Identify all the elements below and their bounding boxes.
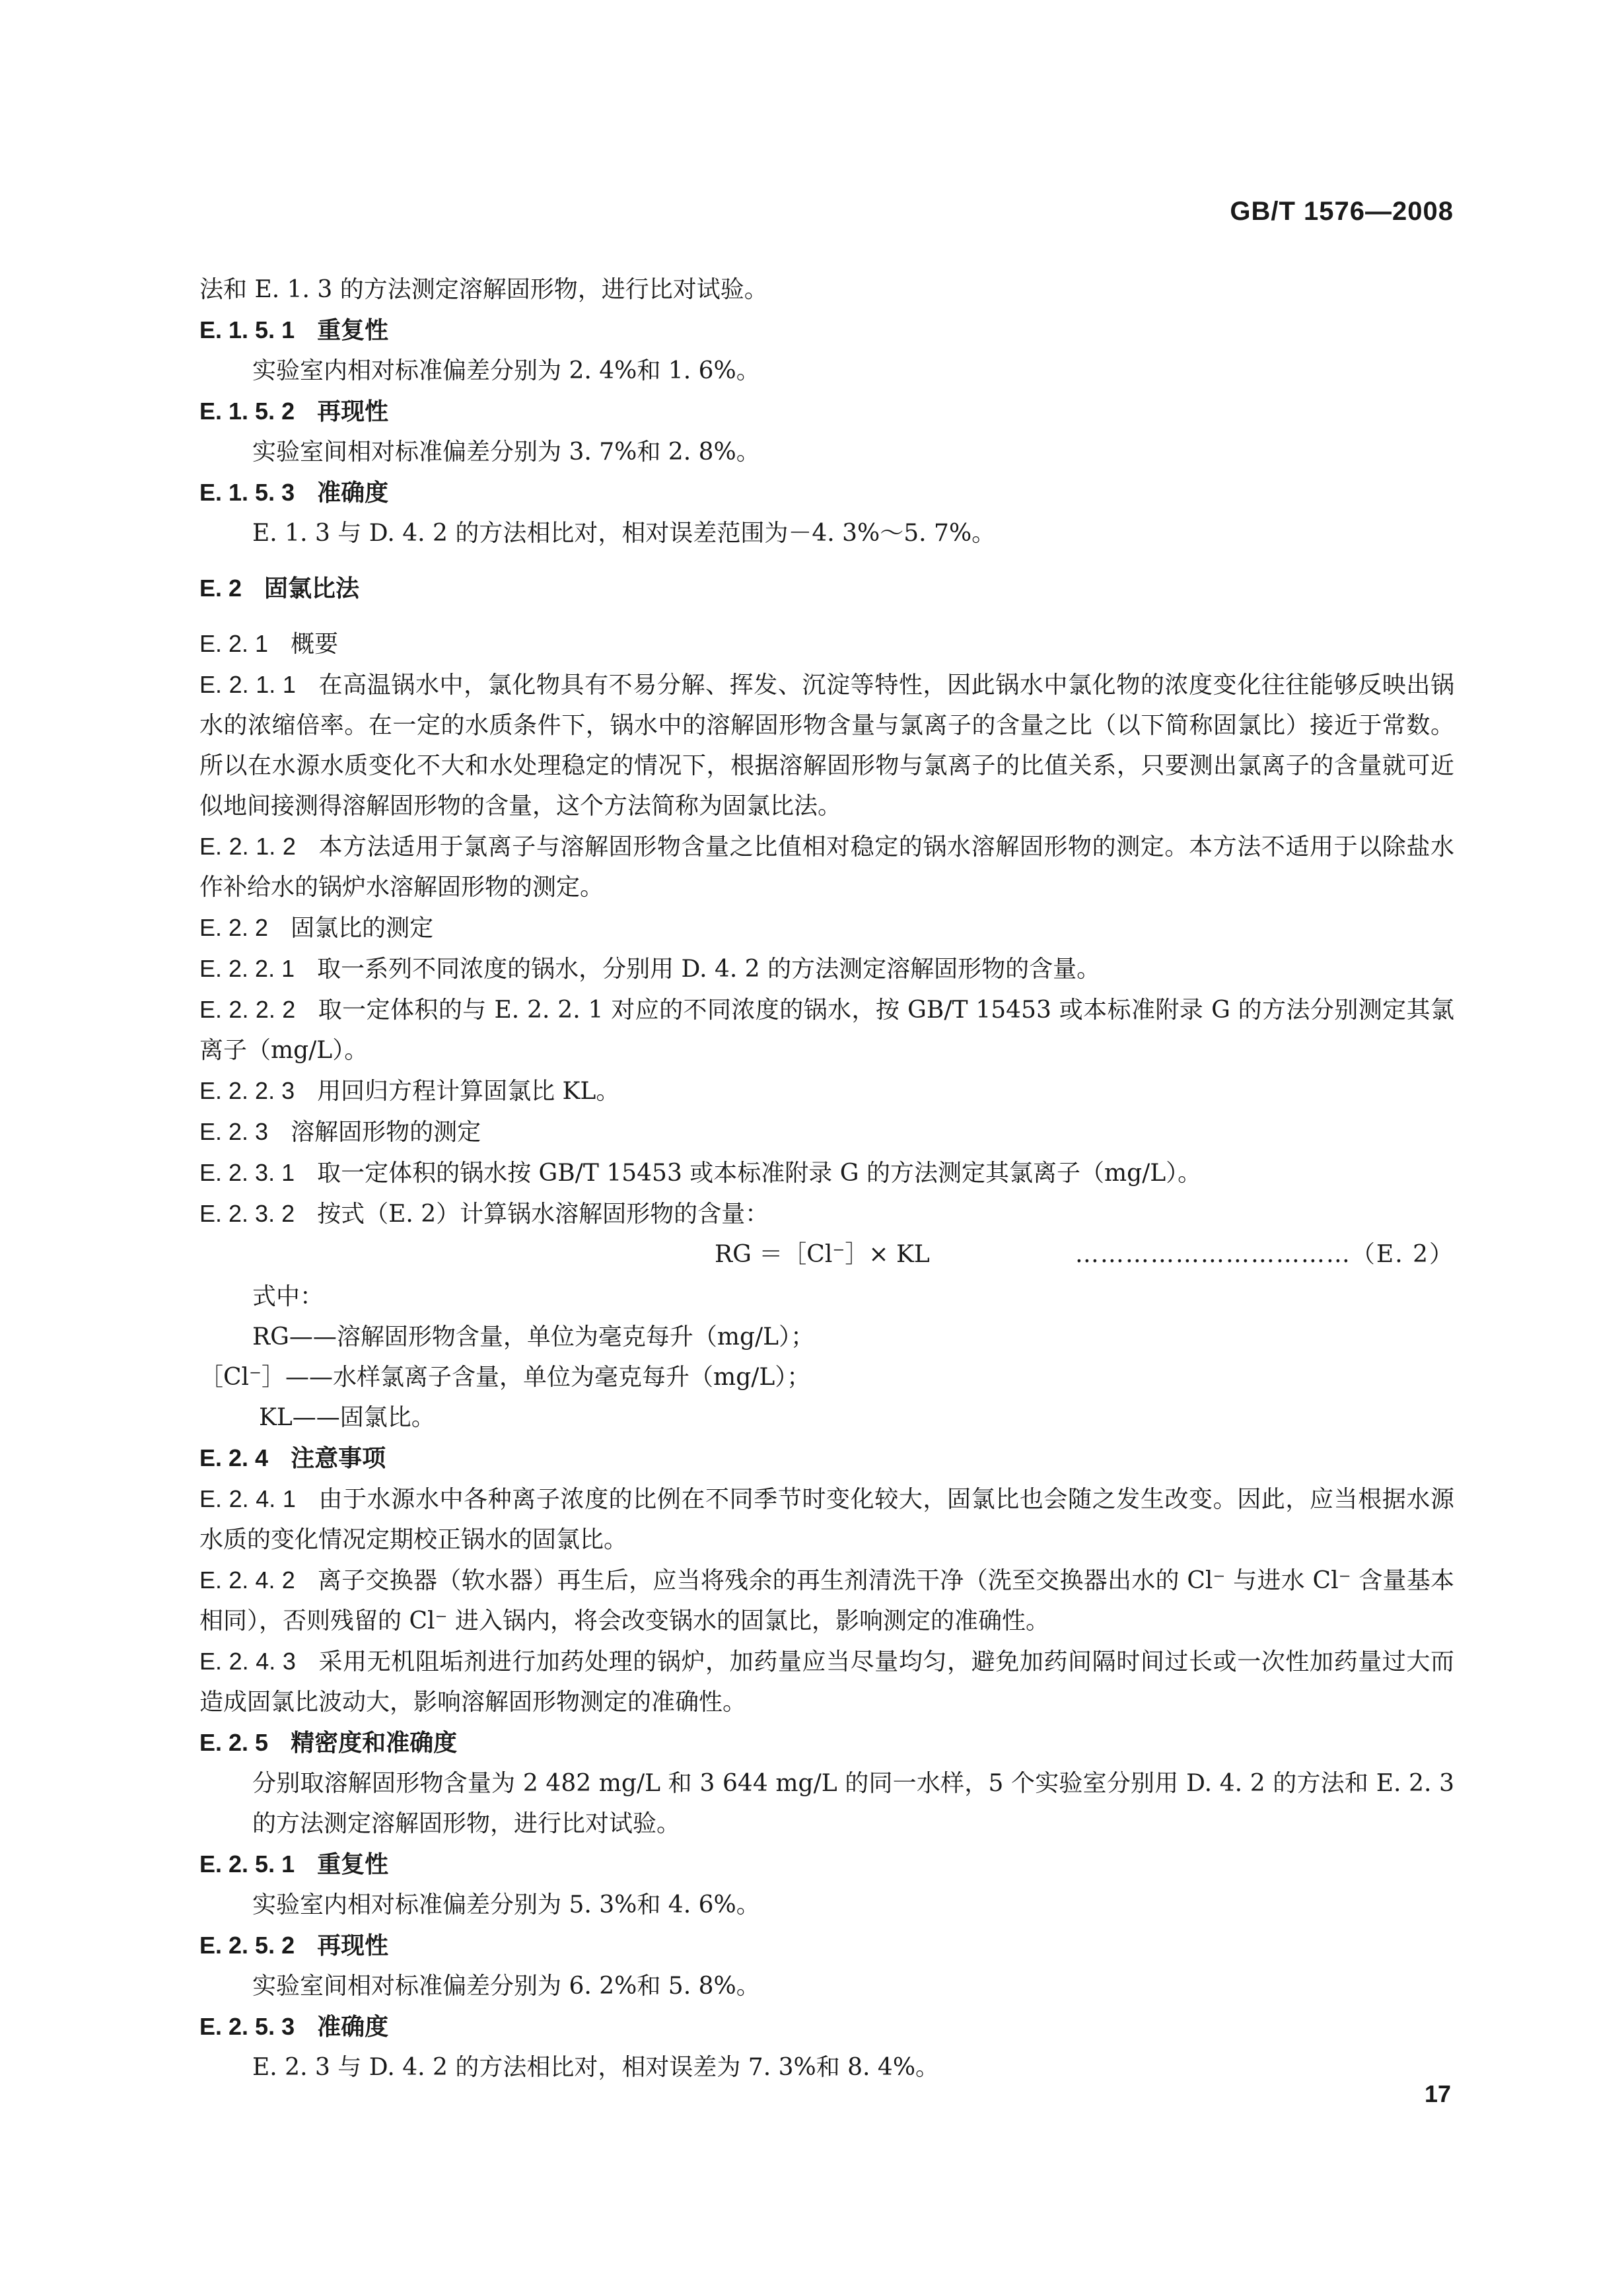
clause-number: E. 2. 2. 2 bbox=[199, 996, 296, 1023]
spacer bbox=[199, 609, 1454, 623]
clause-number: E. 2. 3 bbox=[199, 1118, 269, 1145]
paragraph-text: 法和 E. 1. 3 的方法测定溶解固形物，进行比对试验。 bbox=[199, 276, 768, 303]
indented-text: 式中： bbox=[252, 1283, 324, 1310]
clause-text: 取一定体积的与 E. 2. 2. 1 对应的不同浓度的锅水，按 GB/T 15453 或本标准附录 G 的方法分别测定其氯离子（mg/L）。 bbox=[199, 997, 1455, 1064]
clause-title: 重复性 bbox=[317, 316, 389, 344]
clause-title: 重复性 bbox=[317, 1850, 389, 1878]
spacer bbox=[199, 553, 1454, 568]
clause-number: E. 2. 3. 1 bbox=[199, 1159, 295, 1186]
symbol-definition: ［Cl⁻］——水样氯离子含量，单位为毫克每升（mg/L）； bbox=[199, 1364, 811, 1391]
indented-text: E. 1. 3 与 D. 4. 2 的方法相比对，相对误差范围为－4. 3%～5. 7%。 bbox=[252, 520, 996, 547]
clause-paragraph bbox=[199, 1193, 1454, 1234]
standard-code: GB/T 1576—2008 bbox=[1230, 197, 1454, 226]
clause-number: E. 2. 1. 1 bbox=[199, 671, 296, 698]
clause-number: E. 2. 2 bbox=[199, 914, 269, 941]
clause-heading bbox=[199, 1844, 1454, 1885]
clause-title: 再现性 bbox=[317, 1932, 389, 1959]
clause-paragraph bbox=[199, 1479, 1454, 1560]
clause-heading bbox=[199, 2006, 1454, 2047]
clause-title: 精密度和准确度 bbox=[291, 1729, 458, 1757]
indented-text: 实验室内相对标准偏差分别为 2. 4%和 1. 6%。 bbox=[252, 357, 760, 384]
clause-text: 在高温锅水中，氯化物具有不易分解、挥发、沉淀等特性，因此锅水中氯化物的浓度变化往往能够反映出锅水的浓缩倍率。在一定的水质条件下，锅水中的溶解固形物含量与氯离子的含量之比（以下简称固氯比）接近于常数。所以在水源水质变化不大和水处理稳定的情况下，根据溶解固形物与氯离子的比值关系，只要测出氯离子的含量就可近似地间接测得溶解固形物的含量，这个方法简称为固氯比法。 bbox=[199, 672, 1454, 820]
clause-text: 按式（E. 2）计算锅水溶解固形物的含量： bbox=[317, 1201, 769, 1228]
clause-text: 离子交换器（软水器）再生后，应当将残余的再生剂清洗干净（洗至交换器出水的 Cl⁻ 与进水 Cl⁻ 含量基本相同），否则残留的 Cl⁻ 进入锅内，将会改变锅水的固氯比，影响测定的准确性。 bbox=[199, 1567, 1454, 1634]
clause-title: 溶解固形物的测定 bbox=[291, 1119, 481, 1146]
clause-paragraph bbox=[199, 948, 1454, 989]
clause-number: E. 2. 1. 2 bbox=[199, 833, 296, 860]
clause-title: 固氯比的测定 bbox=[291, 915, 434, 942]
clause-number: E. 2. 4. 3 bbox=[199, 1648, 296, 1675]
clause-heading bbox=[199, 391, 1454, 432]
clause-text: 取一定体积的锅水按 GB/T 15453 或本标准附录 G 的方法测定其氯离子（mg/L）。 bbox=[317, 1160, 1202, 1187]
clause-heading bbox=[199, 907, 1454, 948]
clause-text: 本方法适用于氯离子与溶解固形物含量之比值相对稳定的锅水溶解固形物的测定。本方法不适用于以除盐水作补给水的锅炉水溶解固形物的测定。 bbox=[199, 833, 1454, 901]
clause-paragraph bbox=[199, 1152, 1454, 1193]
clause-number: E. 2. 5. 2 bbox=[199, 1932, 295, 1959]
clause-text: 取一系列不同浓度的锅水，分别用 D. 4. 2 的方法测定溶解固形物的含量。 bbox=[317, 956, 1101, 983]
clause-title: 准确度 bbox=[317, 2013, 389, 2041]
clause-paragraph bbox=[199, 664, 1454, 826]
formula-expression: RG ＝［Cl⁻］× KL bbox=[715, 1241, 930, 1268]
clause-text: 用回归方程计算固氯比 KL。 bbox=[317, 1078, 620, 1105]
clause-number: E. 2. 4. 1 bbox=[199, 1485, 296, 1512]
clause-heading bbox=[199, 623, 1454, 664]
clause-number: E. 2. 5 bbox=[199, 1729, 269, 1756]
symbol-definition: RG——溶解固形物含量，单位为毫克每升（mg/L）； bbox=[252, 1323, 815, 1351]
clause-number: E. 2. 5. 1 bbox=[199, 1850, 295, 1878]
clause-heading bbox=[199, 472, 1454, 513]
clause-title: 概要 bbox=[291, 631, 339, 658]
clause-number: E. 1. 5. 1 bbox=[199, 316, 295, 343]
clause-number: E. 2. 5. 3 bbox=[199, 2013, 295, 2040]
clause-title: 固氯比法 bbox=[264, 575, 360, 602]
clause-text: 采用无机阻垢剂进行加药处理的锅炉，加药量应当尽量均匀，避免加药间隔时间过长或一次性加药量过大而造成固氯比波动大，影响溶解固形物测定的准确性。 bbox=[199, 1648, 1454, 1716]
document-body bbox=[199, 269, 1462, 2088]
clause-number: E. 1. 5. 3 bbox=[199, 479, 295, 506]
symbol-definition: KL——固氯比。 bbox=[259, 1404, 435, 1431]
clause-heading bbox=[199, 310, 1454, 351]
clause-paragraph bbox=[199, 989, 1454, 1071]
clause-number: E. 2. 4. 2 bbox=[199, 1566, 295, 1594]
clause-number: E. 1. 5. 2 bbox=[199, 398, 295, 425]
clause-number: E. 2. 4 bbox=[199, 1444, 269, 1471]
clause-title: 准确度 bbox=[317, 479, 389, 507]
clause-number: E. 2. 1 bbox=[199, 630, 269, 657]
clause-paragraph bbox=[199, 826, 1454, 907]
clause-title: 注意事项 bbox=[291, 1444, 386, 1472]
clause-text: 由于水源水中各种离子浓度的比例在不同季节时变化较大，固氯比也会随之发生改变。因此，应当根据水源水质的变化情况定期校正锅水的固氯比。 bbox=[199, 1486, 1454, 1553]
indented-paragraph: 分别取溶解固形物含量为 2 482 mg/L 和 3 644 mg/L 的同一水样，5 个实验室分别用 D. 4. 2 的方法和 E. 2. 3 的方法测定溶解固形物，进行比对试验。 bbox=[252, 1770, 1462, 1837]
clause-number: E. 2. 3. 2 bbox=[199, 1200, 295, 1227]
formula-row bbox=[199, 1234, 1454, 1277]
clause-heading bbox=[199, 1925, 1454, 1966]
clause-heading bbox=[199, 1438, 1454, 1479]
clause-heading bbox=[199, 1111, 1454, 1152]
page-number: 17 bbox=[1424, 2080, 1451, 2107]
clause-paragraph bbox=[199, 1071, 1454, 1111]
clause-number: E. 2. 2. 3 bbox=[199, 1077, 295, 1104]
section-heading bbox=[199, 568, 1454, 609]
clause-number: E. 2. 2. 1 bbox=[199, 955, 295, 982]
clause-number: E. 2 bbox=[199, 575, 242, 602]
clause-heading bbox=[199, 1722, 1454, 1763]
indented-text: 实验室间相对标准偏差分别为 6. 2%和 5. 8%。 bbox=[252, 1973, 760, 2000]
clause-paragraph bbox=[199, 1560, 1454, 1641]
indented-text: E. 2. 3 与 D. 4. 2 的方法相比对，相对误差为 7. 3%和 8. 4%。 bbox=[252, 2054, 940, 2081]
indented-text: 实验室间相对标准偏差分别为 3. 7%和 2. 8%。 bbox=[252, 439, 760, 466]
clause-paragraph bbox=[199, 1641, 1454, 1722]
clause-title: 再现性 bbox=[317, 398, 389, 425]
indented-text: 实验室内相对标准偏差分别为 5. 3%和 4. 6%。 bbox=[252, 1891, 760, 1918]
formula-reference: ……………………………（E. 2） bbox=[1075, 1241, 1454, 1268]
